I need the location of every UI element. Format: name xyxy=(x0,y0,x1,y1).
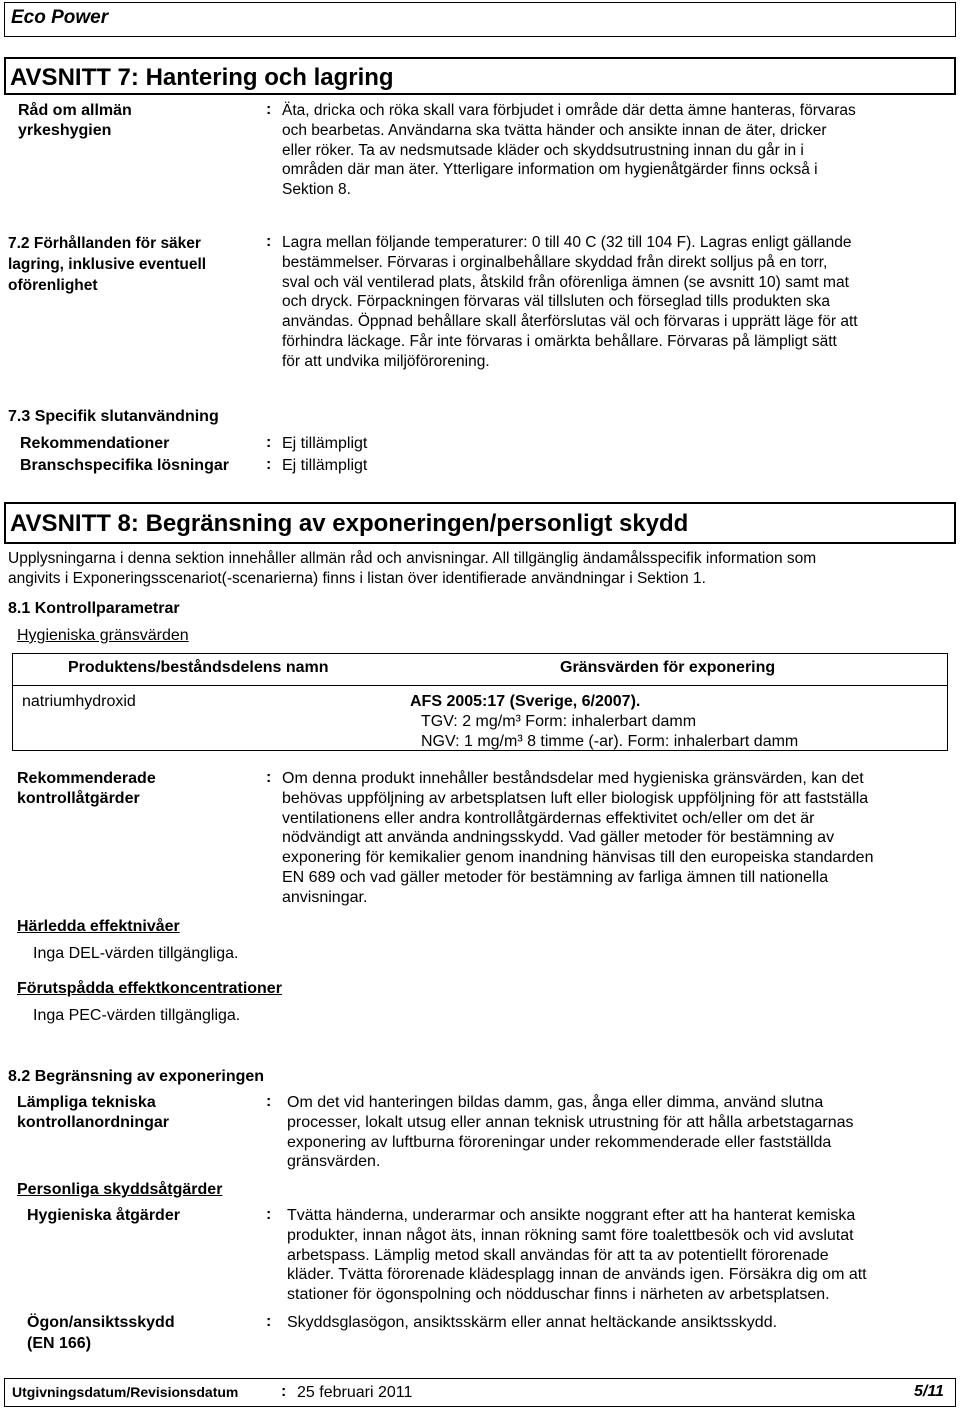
section-8-title: AVSNITT 8: Begränsning av exponeringen/personligt skydd xyxy=(10,510,689,537)
monitoring-label: Rekommenderade kontrollåtgärder xyxy=(17,770,156,807)
intro-line: Upplysningarna i denna sektion innehåller allmän råd och anvisningar. All tillgänglig ändamålsspecifik information som xyxy=(8,550,817,567)
hygiene-colon: : xyxy=(266,101,272,118)
storage-line: förhindra läckage. Får inte förvaras i omärkta behållare. Förvaras på lämpligt sätt xyxy=(282,332,837,350)
footer-page-number: 5/11 xyxy=(914,1383,944,1400)
engineering-colon: : xyxy=(266,1093,272,1110)
hygiene-line: och bearbetas. Användarna ska tvätta händer och ansikte innan de äter, dricker xyxy=(282,121,827,139)
monitoring-line: behövas uppföljning av arbetsplatsen luft eller biologisk uppföljning för att fastställa xyxy=(282,789,869,807)
engineering-label: Lämpliga tekniska kontrollanordningar xyxy=(17,1094,169,1131)
storage-text xyxy=(282,233,952,372)
engineering-line: processer, lokalt utsug eller annan teknisk utrustning för att hålla arbetstagarnas xyxy=(287,1113,854,1131)
monitoring-line: nödvändigt att använda andningsskydd. Vad gäller metoder för bestämning av xyxy=(282,829,835,847)
engineering-line: Om det vid hanteringen bildas damm, gas, ånga eller dimma, använd slutna xyxy=(287,1094,824,1111)
exposure-controls-heading: 8.2 Begränsning av exponeringen xyxy=(8,1068,265,1085)
monitoring-line: anvisningar. xyxy=(282,888,368,906)
hygiene-line: Sektion 8. xyxy=(282,181,351,199)
hygiene-measures-label: Hygieniska åtgärder xyxy=(27,1207,180,1224)
storage-colon: : xyxy=(266,233,272,250)
hygiene-measures-text xyxy=(287,1206,952,1305)
industry-label: Branschspecifika lösningar xyxy=(20,457,229,474)
document-header-title: Eco Power xyxy=(11,7,109,28)
eye-protection-value: Skyddsglasögon, ansiktsskärm eller annat heltäckande ansiktsskydd. xyxy=(287,1314,778,1331)
industry-value: Ej tillämpligt xyxy=(282,457,368,474)
hygiene-measures-line: produkter, innan något äts, innan rökning samt före toalettbesök och vid avslutat xyxy=(287,1226,854,1244)
industry-colon: : xyxy=(266,456,272,473)
pnec-value: Inga PEC-värden tillgängliga. xyxy=(33,1007,241,1024)
hygiene-measures-line: stationer för ögonspolning och nödduschar finns i närheten av arbetsplatsen. xyxy=(287,1286,830,1304)
footer-date-label: Utgivningsdatum/Revisionsdatum xyxy=(12,1384,239,1400)
section-7-title: AVSNITT 7: Hantering och lagring xyxy=(10,64,394,91)
intro-line: angivits i Exponeringsscenariot(-scenarierna) finns i listan över identifierade användningar i Sektion 1. xyxy=(8,569,706,587)
monitoring-line: exponering för kemikalier genom inandning hänvisas till den europeiska standarden xyxy=(282,849,874,867)
end-use-heading: 7.3 Specifik slutanvändning xyxy=(8,408,219,425)
dnel-value: Inga DEL-värden tillgängliga. xyxy=(33,945,239,962)
dnel-heading: Härledda effektnivåer xyxy=(17,918,180,935)
hygiene-limits-heading: Hygieniska gränsvärden xyxy=(17,627,189,644)
footer-colon: : xyxy=(281,1383,287,1400)
hygiene-line: områden där man äter. Ytterligare information om hygienåtgärder finns också i xyxy=(282,161,818,179)
pnec-heading: Förutspådda effektkoncentrationer xyxy=(17,980,282,997)
recommendations-value: Ej tillämpligt xyxy=(282,435,368,452)
control-parameters-heading: 8.1 Kontrollparametrar xyxy=(8,600,180,617)
monitoring-colon: : xyxy=(266,769,272,786)
storage-line: för att undvika miljöförorening. xyxy=(282,352,490,370)
hygiene-line: eller röker. Ta av nedsmutsade kläder och skyddsutrustning innan du går in i xyxy=(282,141,804,159)
table-header-substance: Produktens/beståndsdelens namn xyxy=(68,659,329,676)
engineering-line: exponering av luftburna föroreningar under rekommenderade eller fastställda xyxy=(287,1133,832,1151)
hygiene-measures-line: arbetspass. Lämplig metod skall användas för att ta av potentiellt förorenade xyxy=(287,1246,829,1264)
table-header-limits: Gränsvärden för exponering xyxy=(560,659,776,676)
section-8-intro xyxy=(8,549,953,589)
eye-protection-standard: (EN 166) xyxy=(27,1335,92,1352)
table-cell-substance: natriumhydroxid xyxy=(22,693,136,710)
monitoring-line: ventilationens eller andra kontrollåtgärdernas effektivitet och/eller om det är xyxy=(282,809,815,827)
table-cell-limit-tgv: TGV: 2 mg/m³ Form: inhalerbart damm xyxy=(421,713,697,730)
storage-label: 7.2 Förhållanden för säker lagring, inklusive eventuell oförenlighet xyxy=(8,235,207,294)
storage-line: Lagra mellan följande temperaturer: 0 till 40 C (32 till 104 F). Lagras enligt gällande xyxy=(282,234,852,251)
table-header-divider xyxy=(12,685,948,686)
engineering-line: gränsvärden. xyxy=(287,1153,381,1171)
table-cell-limit-source: AFS 2005:17 (Sverige, 6/2007). xyxy=(410,693,641,710)
eye-protection-colon: : xyxy=(266,1313,272,1330)
engineering-text xyxy=(287,1093,952,1172)
hygiene-measures-line: kläder. Tvätta förorenade klädesplagg innan de används igen. Försäkra dig om att xyxy=(287,1266,867,1284)
ppe-heading: Personliga skyddsåtgärder xyxy=(17,1181,223,1198)
storage-line: sval och väl ventilerad plats, åtskild från oförenliga ämnen (se avsnitt 10) samt mat xyxy=(282,273,849,291)
recommendations-colon: : xyxy=(266,434,272,451)
table-cell-limit-ngv: NGV: 1 mg/m³ 8 timme (-ar). Form: inhalerbart damm xyxy=(421,733,799,750)
storage-line: och dryck. Förpackningen förvaras väl tillsluten och förseglad tills produkten ska xyxy=(282,293,830,311)
monitoring-text xyxy=(282,769,952,908)
storage-line: användas. Öppnad behållare skall återförslutas väl och förvaras i upprätt läge för att xyxy=(282,313,858,331)
hygiene-label: Råd om allmän yrkeshygien xyxy=(18,102,132,139)
header-box xyxy=(4,2,956,37)
hygiene-measures-colon: : xyxy=(266,1206,272,1223)
hygiene-measures-line: Tvätta händerna, underarmar och ansikte noggrant efter att ha hanterat kemiska xyxy=(287,1207,856,1224)
monitoring-line: Om denna produkt innehåller beståndsdelar med hygieniska gränsvärden, kan det xyxy=(282,770,864,787)
hygiene-text xyxy=(282,101,952,200)
monitoring-line: EN 689 och vad gäller metoder för bestämning av farliga ämnen till nationella xyxy=(282,868,829,886)
hygiene-line: Äta, dricka och röka skall vara förbjudet i område där detta ämne hanteras, förvaras xyxy=(282,102,856,119)
eye-protection-label: Ögon/ansiktsskydd xyxy=(27,1314,175,1331)
footer-date: 25 februari 2011 xyxy=(297,1384,413,1401)
recommendations-label: Rekommendationer xyxy=(20,435,170,452)
storage-line: bestämmelser. Förvaras i orginalbehållare skyddad från direkt solljus på en torr, xyxy=(282,253,828,271)
